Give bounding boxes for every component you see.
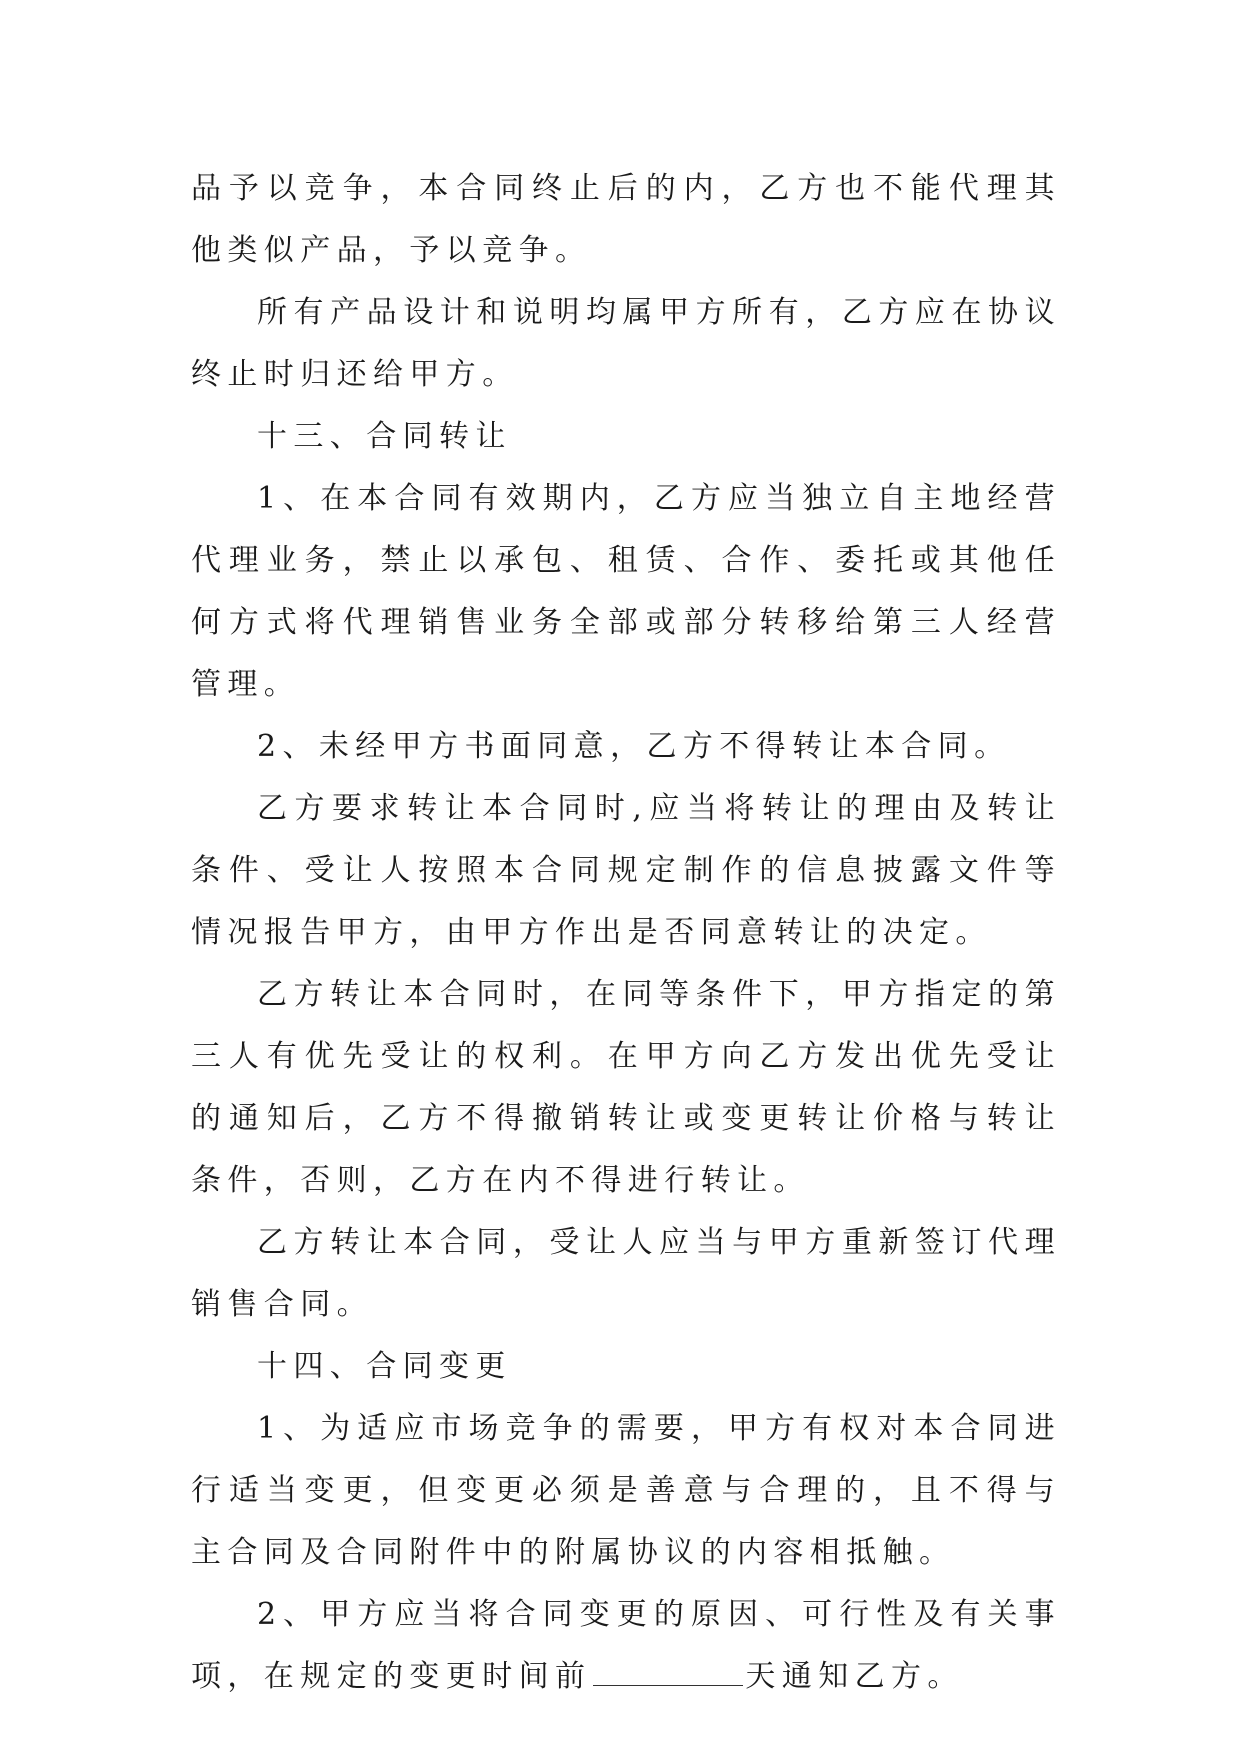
paragraph: 1、在本合同有效期内，乙方应当独立自主地经营代理业务，禁止以承包、租赁、合作、委托或其他任何方式将代理销售业务全部或部分转移给第三人经营管理。 <box>191 481 1061 702</box>
paragraph-text-before-blank: 2、甲方应当将合同变更的原因、可行性及有关事项，在规定的变更时间前 <box>191 1597 1061 1694</box>
paragraph: 2、未经甲方书面同意，乙方不得转让本合同。 <box>257 729 1011 764</box>
paragraph: 1、为适应市场竞争的需要，甲方有权对本合同进行适当变更，但变更必须是善意与合理的，且不得与主合同及合同附件中的附属协议的内容相抵触。 <box>191 1411 1061 1570</box>
section-heading: 十三、合同转让 <box>257 419 512 454</box>
paragraph-text-after-blank: 天通知乙方。 <box>745 1659 964 1694</box>
paragraph: 所有产品设计和说明均属甲方所有，乙方应在协议终止时归还给甲方。 <box>191 295 1061 392</box>
fill-in-blank-line <box>593 1663 743 1686</box>
document-body <box>191 158 1061 1708</box>
paragraph: 乙方转让本合同时，在同等条件下，甲方指定的第三人有优先受让的权利。在甲方向乙方发出优先受让的通知后，乙方不得撤销转让或变更转让价格与转让条件，否则，乙方在内不得进行转让。 <box>191 977 1061 1198</box>
paragraph: 品予以竞争，本合同终止后的内，乙方也不能代理其他类似产品，予以竞争。 <box>191 171 1061 268</box>
paragraph: 乙方转让本合同，受让人应当与甲方重新签订代理销售合同。 <box>191 1225 1061 1322</box>
section-heading: 十四、合同变更 <box>257 1349 512 1384</box>
paragraph-with-blank <box>191 1584 1061 1708</box>
paragraph: 乙方要求转让本合同时,应当将转让的理由及转让条件、受让人按照本合同规定制作的信息披露文件等情况报告甲方，由甲方作出是否同意转让的决定。 <box>191 791 1061 950</box>
